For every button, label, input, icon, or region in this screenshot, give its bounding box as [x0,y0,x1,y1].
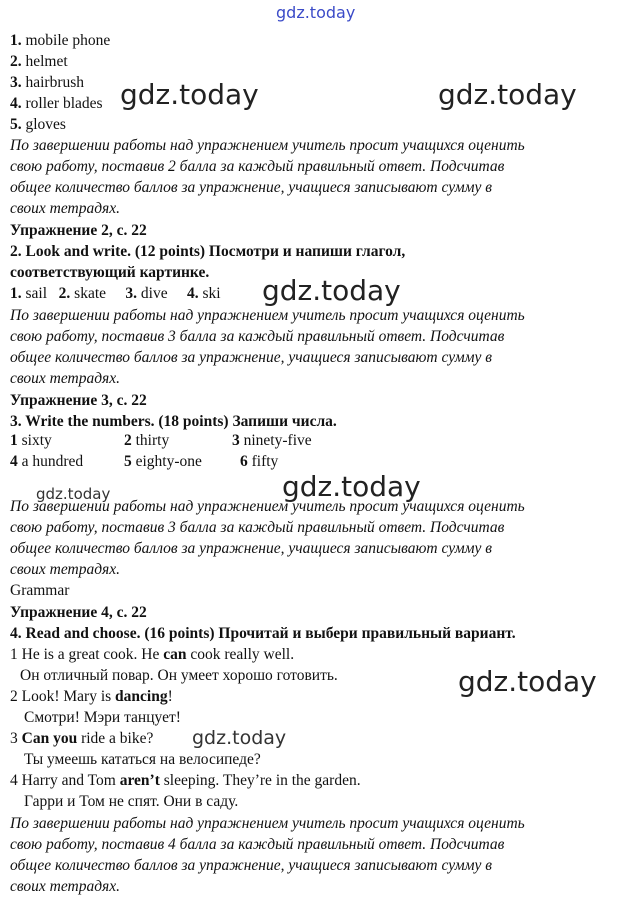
sentence: 3 Can you ride a bike? [10,730,154,747]
teacher-note-line: общее количество баллов за упражнение, учащиеся записывают сумму в [10,857,493,874]
watermark-4: gdz.today [36,485,111,503]
number-answer: 2 thirty [124,432,170,449]
teacher-note-line: свою работу, поставив 3 балла за каждый правильный ответ. Подсчитав [10,328,505,345]
number-answer: 5 eighty-one [124,453,202,470]
number-answer: 6 fifty [240,453,279,470]
watermark-6: gdz.today [458,665,597,698]
watermark-5: gdz.today [282,470,421,503]
sentence: 2 Look! Mary is dancing! [10,688,173,705]
exercise-4-heading: Упражнение 4, с. 22 [10,604,147,621]
teacher-note-line: По завершении работы над упражнением учитель просит учащихся оценить [10,137,525,154]
translation: Гарри и Том не спят. Они в саду. [24,793,239,810]
watermark-2: gdz.today [438,78,577,111]
teacher-note-line: своих тетрадях. [10,561,121,578]
list-item: 4. roller blades [10,95,103,112]
exercise-2-heading: Упражнение 2, с. 22 [10,222,147,239]
teacher-note-line: общее количество баллов за упражнение, учащиеся записывают сумму в [10,540,493,557]
teacher-note-line: свою работу, поставив 2 балла за каждый правильный ответ. Подсчитав [10,158,505,175]
sentence: 4 Harry and Tom aren’t sleeping. They’re in the garden. [10,772,361,789]
exercise-4-task: 4. Read and choose. (16 points) Прочитай и выбери правильный вариант. [10,625,516,642]
exercise-3-heading: Упражнение 3, с. 22 [10,392,147,409]
number-answer: 1 sixty [10,432,52,449]
exercise-2-answers: 1. sail 2. skate 3. dive 4. ski [10,285,221,302]
translation: Он отличный повар. Он умеет хорошо готовить. [20,667,338,684]
list-item: 3. hairbrush [10,74,85,91]
exercise-2-task: соответствующий картинке. [10,264,210,281]
exercise-3-task: 3. Write the numbers. (18 points) Запиши числа. [10,413,337,430]
watermark-top: gdz.today [276,3,356,22]
teacher-note-line: По завершении работы над упражнением учитель просит учащихся оценить [10,498,525,515]
watermark-1: gdz.today [120,78,259,111]
teacher-note-line: свою работу, поставив 3 балла за каждый правильный ответ. Подсчитав [10,519,505,536]
list-item: 2. helmet [10,53,68,70]
translation: Ты умеешь кататься на велосипеде? [24,751,261,768]
watermark-7: gdz.today [192,727,287,749]
teacher-note-line: По завершении работы над упражнением учитель просит учащихся оценить [10,815,525,832]
teacher-note-line: своих тетрадях. [10,878,121,895]
list-item: 5. gloves [10,116,66,133]
sentence: 1 He is a great cook. He can cook really well. [10,646,295,663]
teacher-note-line: общее количество баллов за упражнение, учащиеся записывают сумму в [10,349,493,366]
teacher-note-line: общее количество баллов за упражнение, учащиеся записывают сумму в [10,179,493,196]
number-answer: 3 ninety-five [232,432,312,449]
teacher-note-line: своих тетрадях. [10,200,121,217]
list-item: 1. mobile phone [10,32,111,49]
number-answer: 4 a hundred [10,453,84,470]
exercise-2-task: 2. Look and write. (12 points) Посмотри и напиши глагол, [10,243,406,260]
section-label: Grammar [10,582,70,599]
watermark-3: gdz.today [262,274,401,307]
teacher-note-line: свою работу, поставив 4 балла за каждый правильный ответ. Подсчитав [10,836,505,853]
translation: Смотри! Мэри танцует! [24,709,181,726]
teacher-note-line: По завершении работы над упражнением учитель просит учащихся оценить [10,307,525,324]
teacher-note-line: своих тетрадях. [10,370,121,387]
